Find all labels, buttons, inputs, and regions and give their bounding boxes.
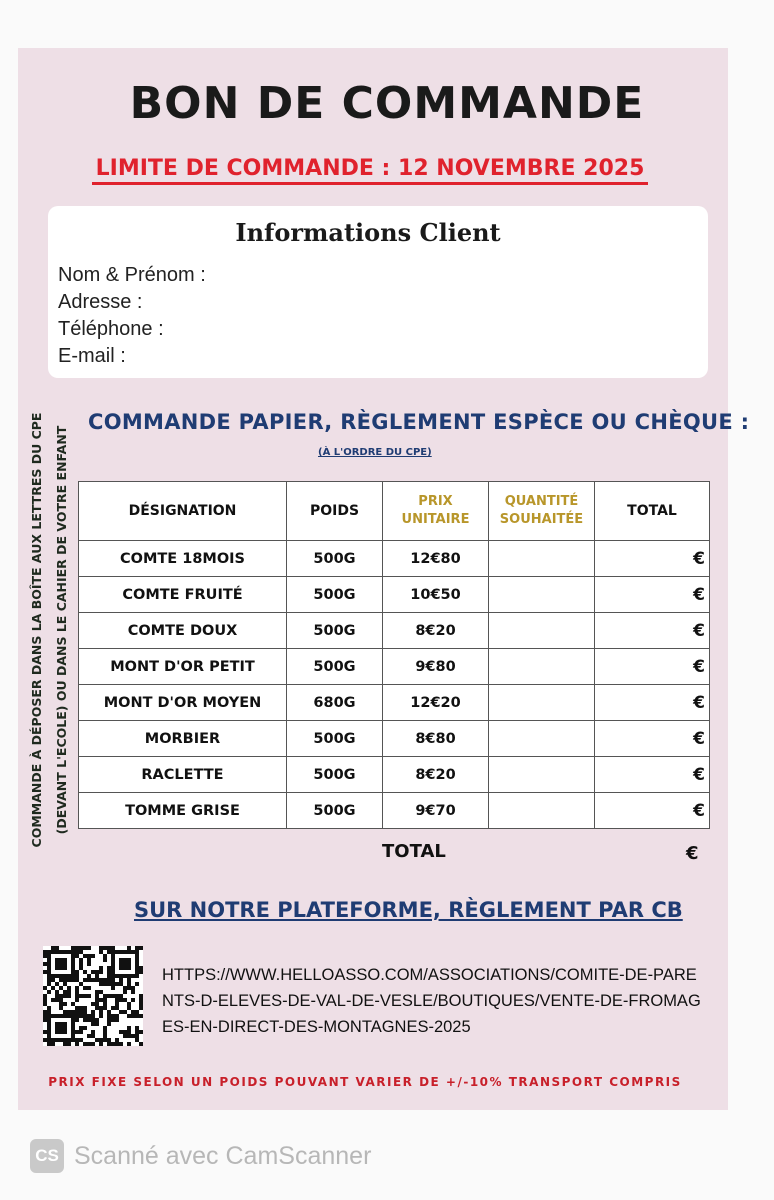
grand-total-label: TOTAL xyxy=(382,841,446,862)
name-field-label: Nom & Prénom : xyxy=(58,264,206,286)
price-disclaimer: PRIX FIXE SELON UN POIDS POUVANT VARIER DE +/-10% TRANSPORT COMPRIS xyxy=(48,1075,682,1089)
table-row xyxy=(79,541,710,577)
product-unit-price: 12€80 xyxy=(383,541,489,577)
order-table xyxy=(78,481,710,829)
client-info-box xyxy=(48,206,708,378)
address-field-label: Adresse : xyxy=(58,291,143,313)
header-total: TOTAL xyxy=(595,482,710,541)
row-total-cell[interactable]: € xyxy=(595,541,710,577)
drop-off-instructions xyxy=(24,400,74,860)
row-total-cell[interactable]: € xyxy=(595,649,710,685)
product-unit-price: 8€20 xyxy=(383,757,489,793)
header-quantity: QUANTITÉ SOUHAITÉE xyxy=(489,482,595,541)
product-weight: 500G xyxy=(287,613,383,649)
camscanner-watermark xyxy=(30,1138,371,1174)
product-unit-price: 9€80 xyxy=(383,649,489,685)
product-name: COMTE 18MOIS xyxy=(79,541,287,577)
row-total-cell[interactable]: € xyxy=(595,685,710,721)
product-weight: 680G xyxy=(287,685,383,721)
product-weight: 500G xyxy=(287,541,383,577)
phone-field-label: Téléphone : xyxy=(58,318,164,340)
client-info-heading: Informations Client xyxy=(235,218,501,247)
table-row xyxy=(79,577,710,613)
quantity-cell[interactable] xyxy=(489,541,595,577)
row-total-cell[interactable]: € xyxy=(595,721,710,757)
product-weight: 500G xyxy=(287,577,383,613)
product-unit-price: 9€70 xyxy=(383,793,489,829)
product-name: RACLETTE xyxy=(79,757,287,793)
table-row xyxy=(79,721,710,757)
page-title: BON DE COMMANDE xyxy=(129,78,645,129)
quantity-cell[interactable] xyxy=(489,757,595,793)
table-row xyxy=(79,685,710,721)
quantity-cell[interactable] xyxy=(489,649,595,685)
row-total-cell[interactable]: € xyxy=(595,793,710,829)
drop-off-line-1: COMMANDE À DÉPOSER DANS LA BOÎTE AUX LETTRES DU CPE xyxy=(29,412,44,848)
product-name: MORBIER xyxy=(79,721,287,757)
product-unit-price: 12€20 xyxy=(383,685,489,721)
drop-off-line-2: (DEVANT L'ECOLE) OU DANS LE CAHIER DE VOTRE ENFANT xyxy=(54,425,69,835)
product-weight: 500G xyxy=(287,793,383,829)
table-row xyxy=(79,613,710,649)
product-name: MONT D'OR MOYEN xyxy=(79,685,287,721)
product-name: COMTE DOUX xyxy=(79,613,287,649)
product-unit-price: 10€50 xyxy=(383,577,489,613)
product-weight: 500G xyxy=(287,757,383,793)
header-weight: POIDS xyxy=(287,482,383,541)
row-total-cell[interactable]: € xyxy=(595,613,710,649)
paper-order-heading: COMMANDE PAPIER, RÈGLEMENT ESPÈCE OU CHÈQUE : xyxy=(88,410,750,434)
paper-order-subheading: (À L'ORDRE DU CPE) xyxy=(318,447,432,458)
order-deadline xyxy=(0,156,740,181)
online-order-heading: SUR NOTRE PLATEFORME, RÈGLEMENT PAR CB xyxy=(134,898,683,922)
row-total-cell[interactable]: € xyxy=(595,577,710,613)
header-designation: DÉSIGNATION xyxy=(79,482,287,541)
product-unit-price: 8€20 xyxy=(383,613,489,649)
camscanner-text: Scanné avec CamScanner xyxy=(74,1141,372,1170)
product-name: TOMME GRISE xyxy=(79,793,287,829)
quantity-cell[interactable] xyxy=(489,721,595,757)
order-table-header xyxy=(79,482,710,541)
table-row xyxy=(79,757,710,793)
quantity-cell[interactable] xyxy=(489,793,595,829)
product-weight: 500G xyxy=(287,721,383,757)
quantity-cell[interactable] xyxy=(489,685,595,721)
product-unit-price: 8€80 xyxy=(383,721,489,757)
product-weight: 500G xyxy=(287,649,383,685)
qr-code-icon[interactable] xyxy=(43,946,143,1046)
quantity-cell[interactable] xyxy=(489,613,595,649)
table-row xyxy=(79,793,710,829)
product-name: COMTE FRUITÉ xyxy=(79,577,287,613)
helloasso-link[interactable]: HTTPS://WWW.HELLOASSO.COM/ASSOCIATIONS/COMITE-DE-PARENTS-D-ELEVES-DE-VAL-DE-VESLE/BOUTIQUES/VENTE-DE-FROMAGES-EN-DIRECT-DES-MONTAGNES-2025 xyxy=(162,966,701,1036)
email-field-label: E-mail : xyxy=(58,345,126,367)
quantity-cell[interactable] xyxy=(489,577,595,613)
row-total-cell[interactable]: € xyxy=(595,757,710,793)
camscanner-logo-icon: CS xyxy=(30,1139,64,1173)
grand-total-value[interactable]: € xyxy=(686,843,699,864)
order-deadline-text: LIMITE DE COMMANDE : 12 NOVEMBRE 2025 xyxy=(92,156,649,185)
header-unit-price: PRIX UNITAIRE xyxy=(383,482,489,541)
product-name: MONT D'OR PETIT xyxy=(79,649,287,685)
table-row xyxy=(79,649,710,685)
